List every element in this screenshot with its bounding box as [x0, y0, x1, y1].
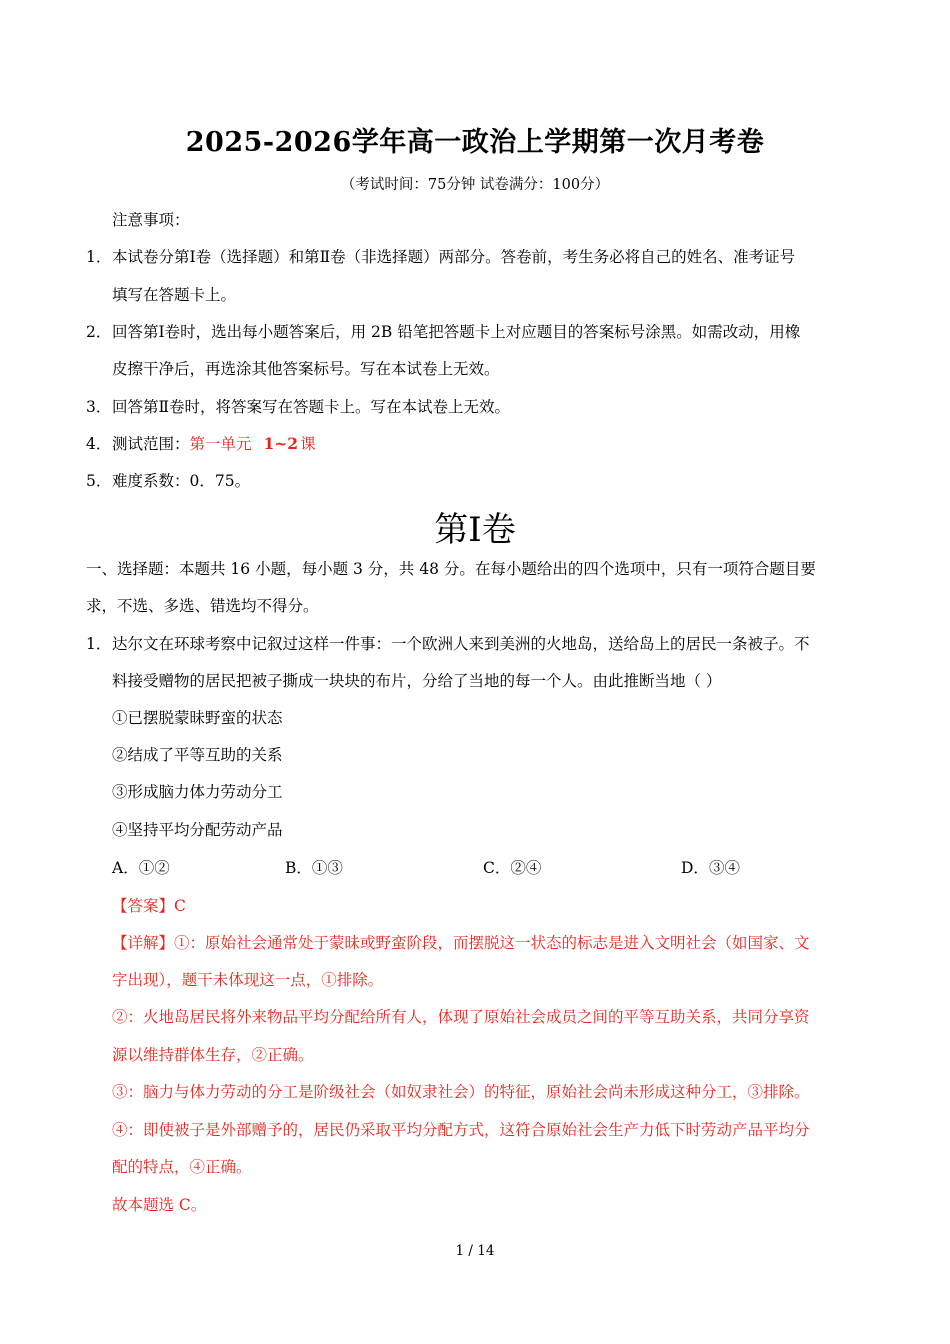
- statement-item: ②结成了平等互助的关系: [112, 746, 283, 764]
- statement-item: ④坚持平均分配劳动产品: [112, 821, 283, 839]
- note-number: 3．: [86, 398, 112, 416]
- note-number: 5．: [86, 472, 112, 490]
- detail-line: ③：脑力与体力劳动的分工是阶级社会（如奴隶社会）的特征，原始社会尚未形成这种分工，③排除。: [112, 1083, 810, 1101]
- note-number: 4．: [86, 435, 112, 453]
- page-number: 1 / 14: [455, 1243, 495, 1259]
- section-instruction: 求，不选、多选、错选均不得分。: [86, 597, 319, 615]
- detail-label: 【详解】: [112, 934, 175, 952]
- detail-line: 字出现），题干未体现这一点，①排除。: [112, 971, 384, 989]
- note-text: 难度系数：0．75。: [112, 472, 251, 490]
- statement-item: ①已摆脱蒙昧野蛮的状态: [112, 709, 283, 727]
- test-scope-lessons: 1~2: [263, 434, 299, 453]
- question-stem: 达尔文在环球考察中记叙过这样一件事：一个欧洲人来到美洲的火地岛，送给岛上的居民一条被子。不: [112, 635, 810, 653]
- section-instruction: 一、选择题：本题共 16 小题，每小题 3 分，共 48 分。在每小题给出的四个选项中，只有一项符合题目要: [86, 560, 816, 578]
- section-title: 第Ⅰ卷: [434, 510, 516, 550]
- note-text: 皮擦干净后，再选涂其他答案标号。写在本试卷上无效。: [112, 360, 500, 378]
- option-b: B．①③: [285, 859, 343, 877]
- test-scope-suffix: 课: [300, 435, 316, 453]
- answer: [112, 896, 186, 916]
- question-stem: 料接受赠物的居民把被子撕成一块块的布片，分给了当地的每一个人。由此推断当地（ ）: [112, 672, 722, 690]
- exam-subtitle: （考试时间：75分钟 试卷满分：100分）: [340, 177, 610, 193]
- statement-item: ③形成脑力体力劳动分工: [112, 783, 283, 801]
- exam-title: 2025-2026学年高一政治上学期第一次月考卷: [185, 127, 765, 158]
- answer-label: 【答案】: [112, 897, 175, 915]
- option-a: A．①②: [112, 859, 170, 877]
- answer-value: C: [174, 897, 186, 915]
- detail-conclusion: 故本题选 C。: [112, 1196, 207, 1214]
- test-scope-label: 测试范围：: [112, 435, 190, 453]
- detail-line: 源以维持群体生存，②正确。: [112, 1046, 314, 1064]
- note-text: 回答第Ⅱ卷时，将答案写在答题卡上。写在本试卷上无效。: [112, 398, 511, 416]
- note-text: 填写在答题卡上。: [112, 286, 237, 304]
- option-c: C．②④: [483, 859, 542, 877]
- detail-line: 配的特点，④正确。: [112, 1158, 252, 1176]
- note-text: 本试卷分第Ⅰ卷（选择题）和第Ⅱ卷（非选择题）两部分。答卷前，考生务必将自己的姓名、准考证号: [112, 248, 796, 266]
- test-scope-unit: 第一单元: [189, 435, 252, 453]
- detail-line: ②：火地岛居民将外来物品平均分配给所有人，体现了原始社会成员之间的平等互助关系，共同分享资: [112, 1008, 810, 1026]
- option-d: D．③④: [681, 859, 740, 877]
- detail-line: ④：即使被子是外部赠予的，居民仍采取平均分配方式，这符合原始社会生产力低下时劳动产品平均分: [112, 1121, 810, 1139]
- notes-heading: 注意事项：: [112, 211, 190, 229]
- test-scope: [112, 434, 316, 454]
- question-number: 1．: [86, 635, 112, 653]
- note-text: 回答第Ⅰ卷时，选出每小题答案后，用 2B 铅笔把答题卡上对应题目的答案标号涂黑。如需改动，用橡: [112, 323, 801, 341]
- detail-line: 【详解】①：原始社会通常处于蒙昧或野蛮阶段，而摆脱这一状态的标志是进入文明社会（如国家、文: [112, 934, 810, 952]
- note-number: 1．: [86, 248, 112, 266]
- note-number: 2．: [86, 323, 112, 341]
